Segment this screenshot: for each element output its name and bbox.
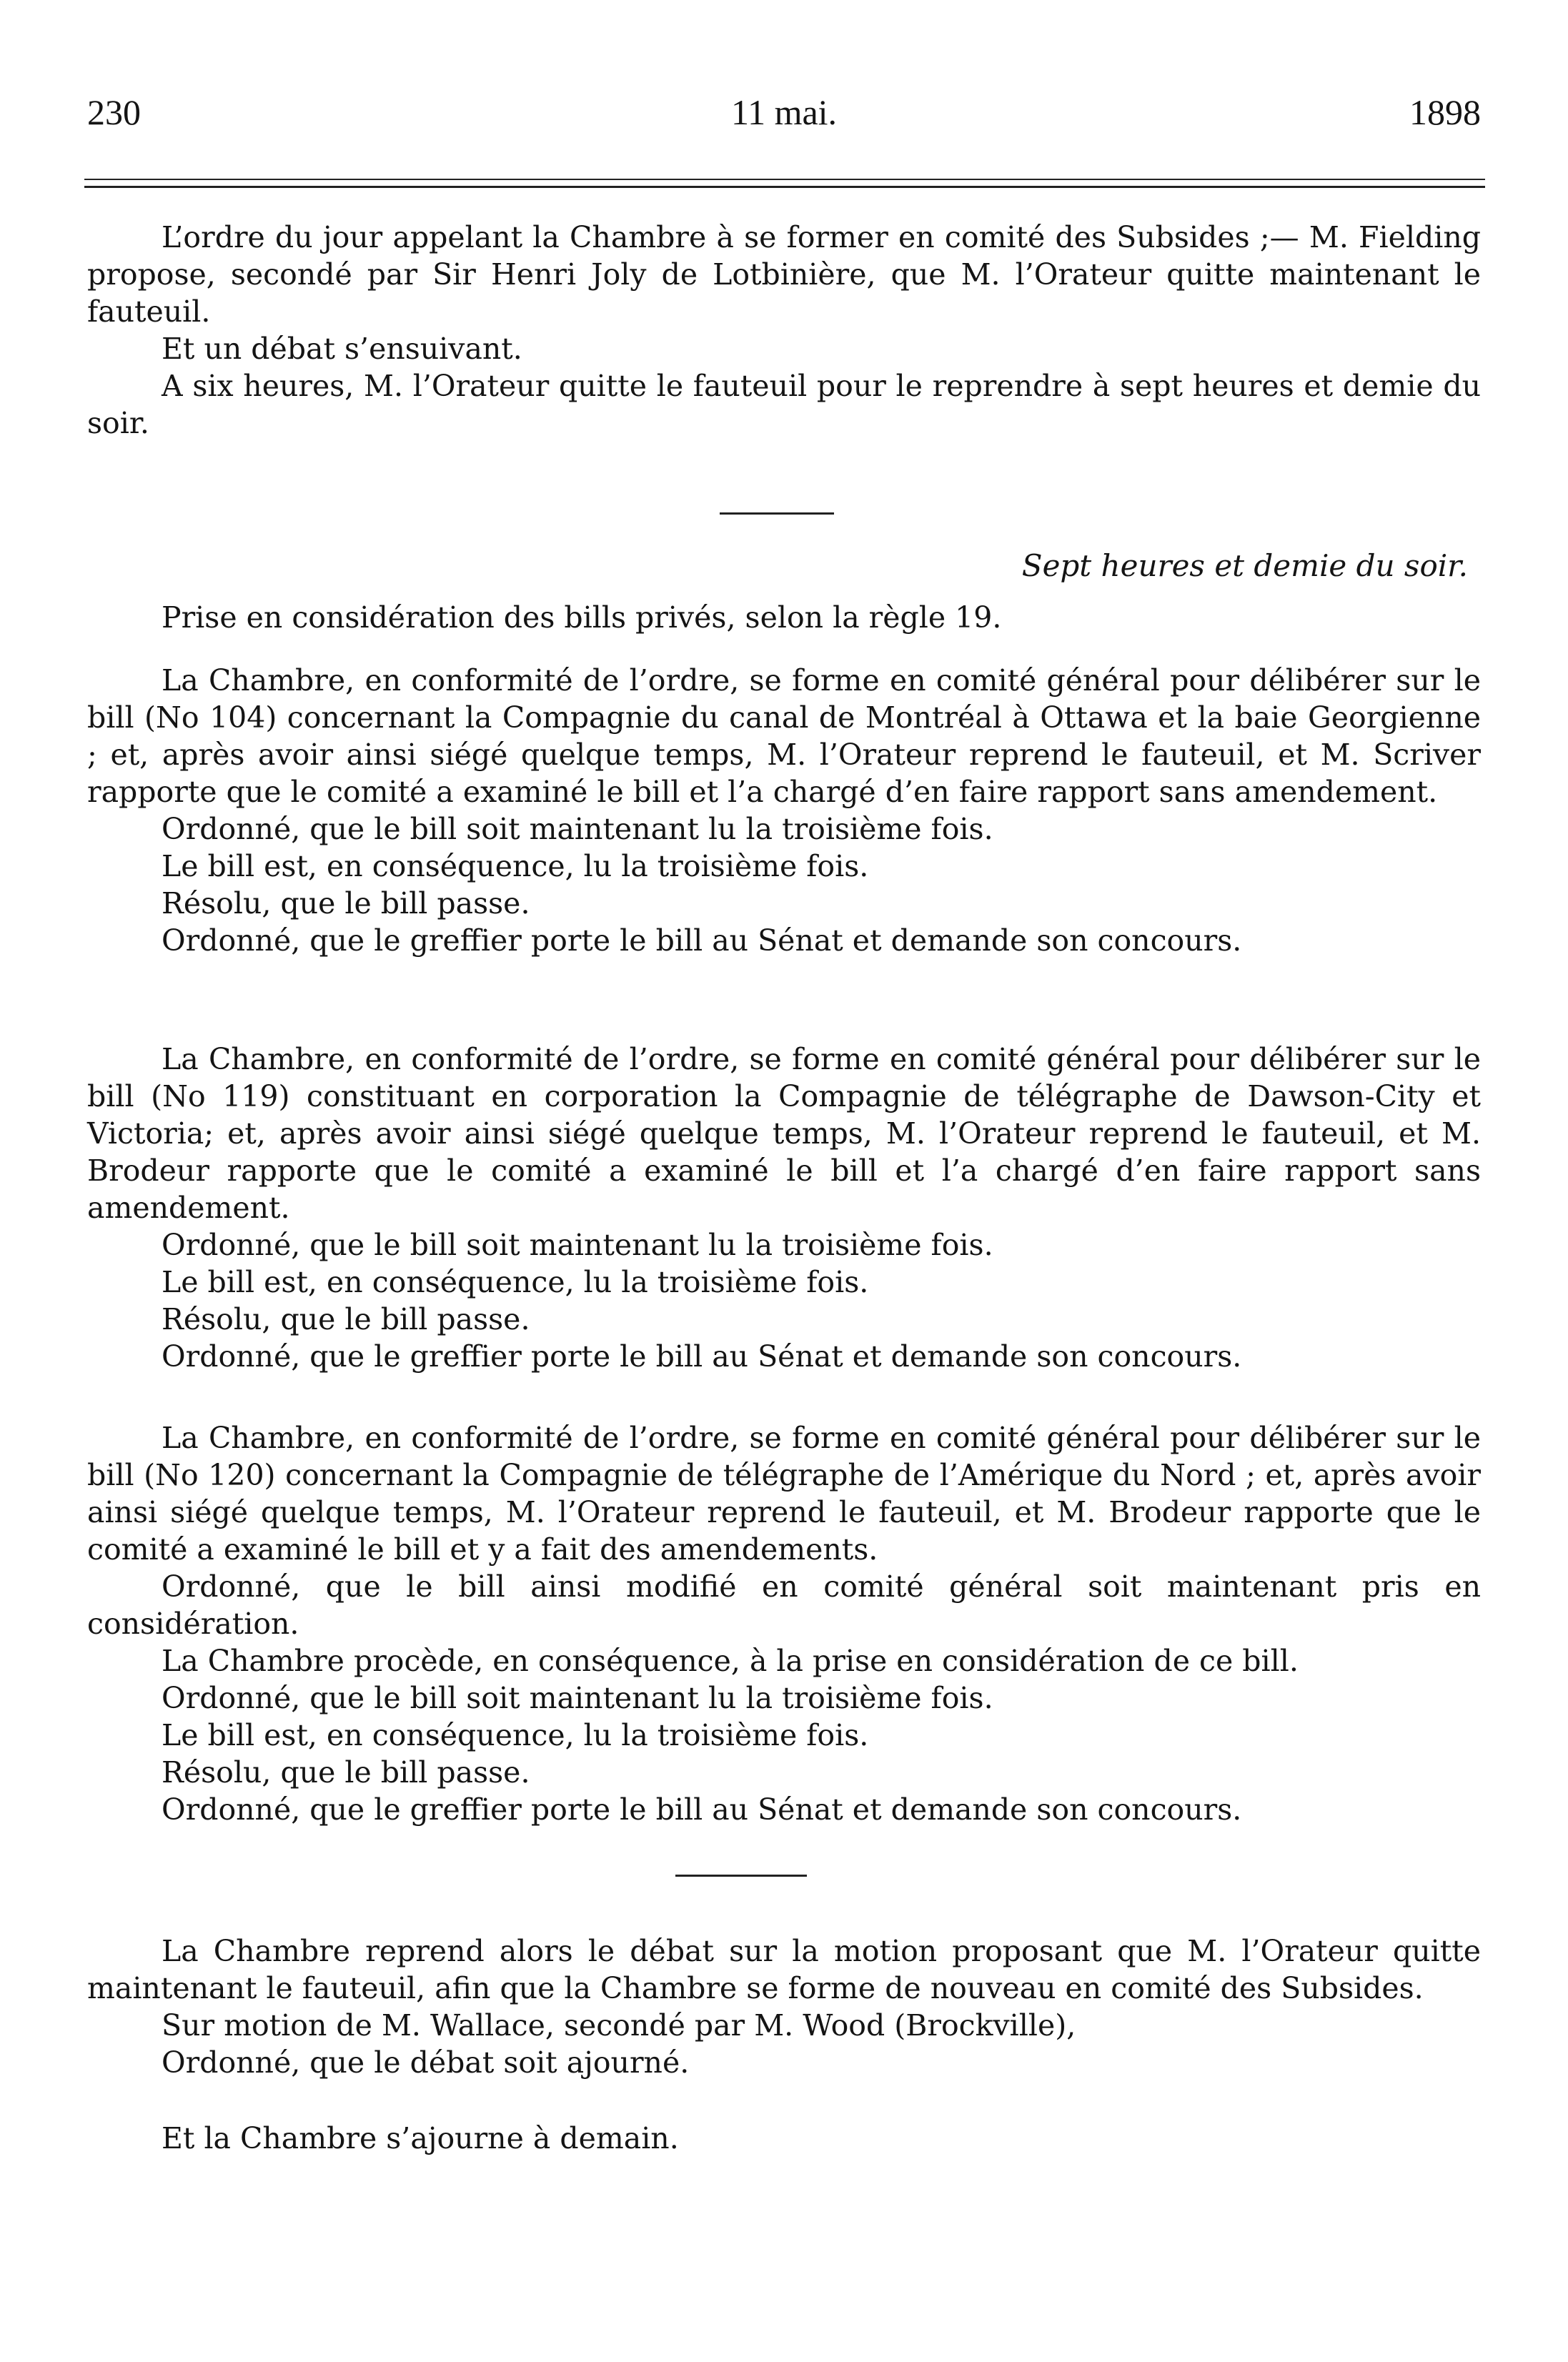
header-rule (84, 179, 1485, 180)
bill-104-section (87, 662, 1481, 959)
header-rule-double (84, 186, 1485, 188)
paragraph: Prise en considération des bills privés, selon la règle 19. (162, 600, 1002, 635)
paragraph: Ordonné, que le bill soit maintenant lu la troisième fois. (162, 1228, 993, 1262)
header-year: 1898 (1409, 92, 1481, 132)
paragraph: Ordonné, que le greffier porte le bill au Sénat et demande son concours. (162, 1792, 1242, 1827)
paragraph: Le bill est, en conséquence, lu la troisième fois. (162, 1718, 869, 1752)
bill-119-section (87, 1041, 1481, 1375)
paragraph: La Chambre, en conformité de l’ordre, se forme en comité général pour délibérer sur le bill (No 120) concernant la Compagnie de télégraphe de l’Amérique du Nord ; et, après avoir ainsi siégé quelque temps, M. l’Orateur reprend le fauteuil, et M. Brodeur rapporte que le comité a examiné le bill et y a fait des amendements. (87, 1421, 1481, 1567)
section-subsidies (87, 219, 1481, 442)
section-separator (675, 1875, 807, 1877)
paragraph: Et la Chambre s’ajourne à demain. (162, 2121, 679, 2155)
closing-section (87, 1932, 1481, 2081)
evening-heading: Sept heures et demie du soir. (1021, 548, 1468, 583)
section-separator (720, 512, 834, 515)
paragraph: L’ordre du jour appelant la Chambre à se former en comité des Subsides ;— M. Fielding propose, secondé par Sir Henri Joly de Lotbinière, que M. l’Orateur quitte maintenant le fauteuil. (87, 220, 1481, 329)
paragraph: Sur motion de M. Wallace, secondé par M. Wood (Brockville), (162, 2008, 1076, 2043)
paragraph: Ordonné, que le bill ainsi modifié en comité général soit maintenant pris en considération. (87, 1569, 1481, 1641)
paragraph: Le bill est, en conséquence, lu la troisième fois. (162, 1265, 869, 1299)
paragraph: La Chambre reprend alors le débat sur la motion proposant que M. l’Orateur quitte maintenant le fauteuil, afin que la Chambre se forme de nouveau en comité des Subsides. (87, 1934, 1481, 2005)
paragraph: Ordonné, que le débat soit ajourné. (162, 2045, 690, 2080)
bill-120-section (87, 1419, 1481, 1828)
paragraph: La Chambre, en conformité de l’ordre, se forme en comité général pour délibérer sur le bill (No 119) constituant en corporation la Compagnie de télégraphe de Dawson-City et Victoria; et, après avoir ainsi siégé quelque temps, M. l’Orateur reprend le fauteuil, et M. Brodeur rapporte que le comité a examiné le bill et l’a chargé d’en faire rapport sans amendement. (87, 1042, 1481, 1225)
paragraph: La Chambre procède, en conséquence, à la prise en considération de ce bill. (162, 1644, 1299, 1678)
private-bills-line (87, 599, 1481, 636)
paragraph: A six heures, M. l’Orateur quitte le fauteuil pour le reprendre à sept heures et demie du soir. (87, 369, 1481, 440)
page-number: 230 (87, 92, 141, 132)
adjournment (87, 2120, 1481, 2157)
paragraph: Ordonné, que le bill soit maintenant lu la troisième fois. (162, 812, 993, 846)
paragraph: Ordonné, que le greffier porte le bill au Sénat et demande son concours. (162, 1339, 1242, 1374)
paragraph: Le bill est, en conséquence, lu la troisième fois. (162, 849, 869, 883)
paragraph: Résolu, que le bill passe. (162, 1755, 530, 1790)
page-header (87, 87, 1481, 137)
paragraph: Et un débat s’ensuivant. (162, 332, 522, 366)
paragraph: Résolu, que le bill passe. (162, 1302, 530, 1336)
header-date: 11 mai. (730, 92, 838, 132)
paragraph: Ordonné, que le bill soit maintenant lu la troisième fois. (162, 1681, 993, 1715)
paragraph: Résolu, que le bill passe. (162, 886, 530, 921)
paragraph: Ordonné, que le greffier porte le bill au Sénat et demande son concours. (162, 923, 1242, 958)
paragraph: La Chambre, en conformité de l’ordre, se forme en comité général pour délibérer sur le bill (No 104) concernant la Compagnie du canal de Montréal à Ottawa et la baie Georgienne ; et, après avoir ainsi siégé quelque temps, M. l’Orateur reprend le fauteuil, et M. Scriver rapporte que le comité a examiné le bill et l’a chargé d’en faire rapport sans amendement. (87, 663, 1481, 809)
